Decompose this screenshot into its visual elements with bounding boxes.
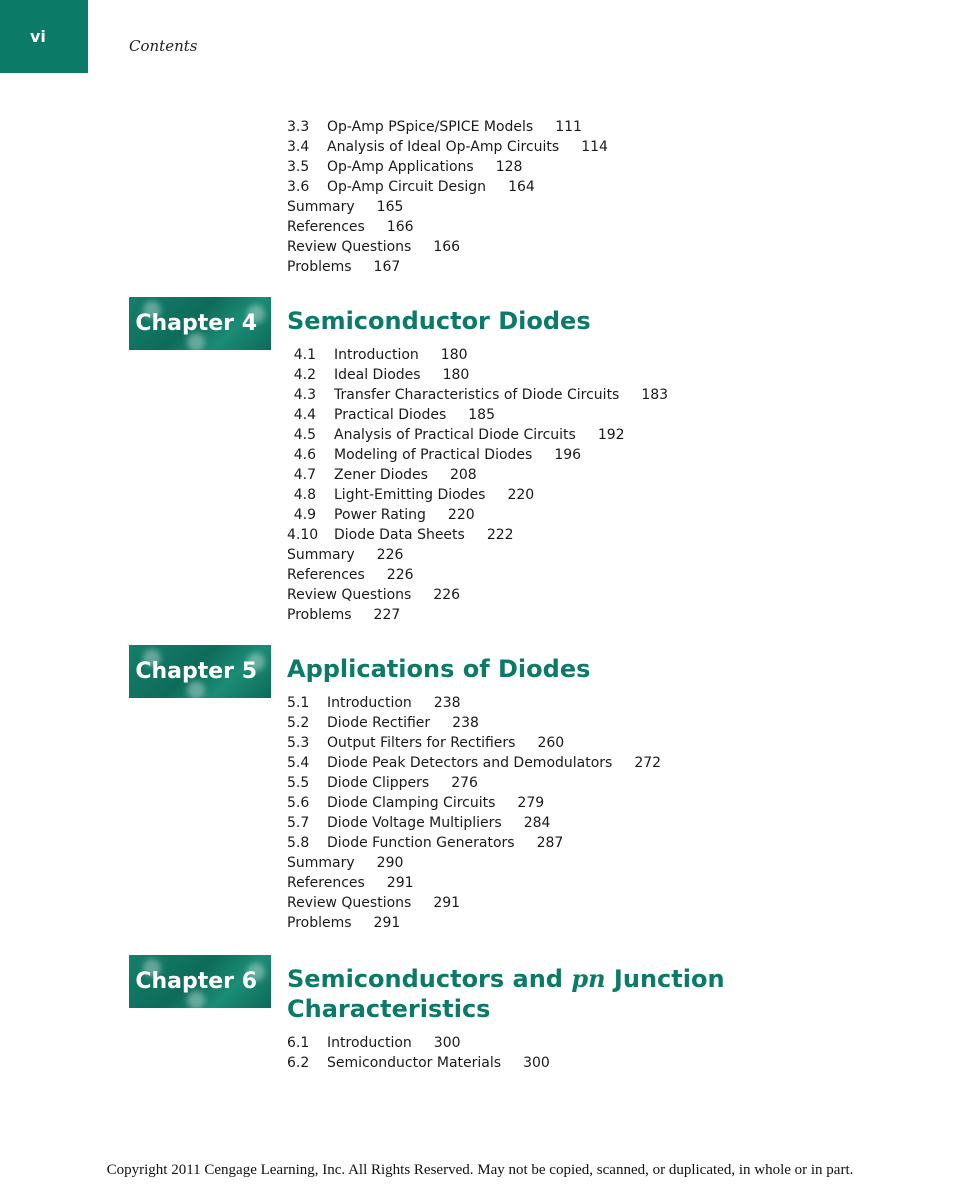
toc-entry[interactable] — [287, 814, 550, 832]
page-number-tab — [0, 0, 88, 73]
section-title: References — [287, 219, 365, 235]
toc-entry[interactable] — [287, 506, 475, 524]
chapter-5-title[interactable]: Applications of Diodes — [287, 655, 591, 683]
toc-entry[interactable] — [287, 218, 414, 236]
section-title: Zener Diodes — [334, 467, 428, 483]
section-title: Diode Rectifier — [327, 715, 431, 731]
section-number: 4.8 — [293, 487, 316, 503]
section-title: Analysis of Practical Diode Circuits — [334, 427, 576, 443]
section-title: Introduction — [327, 695, 412, 711]
section-title: Light-Emitting Diodes — [334, 487, 486, 503]
section-title: Diode Voltage Multipliers — [327, 815, 502, 831]
section-number: 5.1 — [287, 695, 310, 711]
section-title: Modeling of Practical Diodes — [334, 447, 533, 463]
toc-entry[interactable] — [287, 754, 661, 772]
section-number: 6.2 — [287, 1055, 310, 1071]
page-ref: 226 — [433, 587, 461, 603]
section-title: Summary — [287, 855, 355, 871]
toc-entry[interactable] — [287, 526, 514, 544]
toc-entry[interactable] — [287, 606, 400, 624]
section-title: Ideal Diodes — [334, 367, 421, 383]
page-ref: 238 — [452, 715, 479, 731]
toc-entry[interactable] — [287, 794, 544, 812]
toc-entry[interactable] — [287, 138, 608, 156]
page-ref: 166 — [386, 219, 414, 235]
toc-entry[interactable] — [287, 714, 479, 732]
copyright-footer: Copyright 2011 Cengage Learning, Inc. All Rights Reserved. May not be copied, scanned, or duplicated, in whole or in part. — [106, 1162, 854, 1178]
chapter-6-label: Chapter 6 — [135, 969, 257, 994]
section-title: Op-Amp Applications — [327, 159, 474, 175]
page-ref: 227 — [373, 607, 401, 623]
section-title: Transfer Characteristics of Diode Circuits — [334, 387, 620, 403]
page-ref: 287 — [536, 835, 564, 851]
toc-entry[interactable] — [287, 258, 400, 276]
toc-entry[interactable] — [287, 894, 460, 912]
toc-entry[interactable] — [287, 426, 625, 444]
page-ref: 128 — [495, 159, 523, 175]
toc-entry[interactable] — [287, 1054, 550, 1072]
section-title: References — [287, 875, 365, 891]
toc-entry[interactable] — [287, 446, 581, 464]
section-number: 4.7 — [293, 467, 316, 483]
chapter-6-title-part2: Junction — [605, 965, 725, 993]
section-number: 5.3 — [287, 735, 310, 751]
section-number: 4.6 — [293, 447, 316, 463]
page-number: vi — [30, 27, 46, 46]
page-ref: 180 — [440, 347, 468, 363]
toc-entry[interactable] — [287, 586, 460, 604]
section-title: Diode Clippers — [327, 775, 430, 791]
section-number: 4.4 — [293, 407, 316, 423]
page-ref: 208 — [449, 467, 477, 483]
page-ref: 300 — [523, 1055, 550, 1071]
section-number: 3.4 — [287, 139, 310, 155]
page-ref: 111 — [555, 119, 582, 135]
page-ref: 164 — [508, 179, 535, 195]
page-ref: 196 — [554, 447, 582, 463]
page-ref: 226 — [376, 547, 404, 563]
section-title: References — [287, 567, 365, 583]
section-number: 4.3 — [293, 387, 316, 403]
section-number: 5.5 — [287, 775, 310, 791]
section-title: Summary — [287, 547, 355, 563]
page-ref: 220 — [507, 487, 535, 503]
page-ref: 220 — [447, 507, 475, 523]
page-ref: 183 — [641, 387, 669, 403]
chapter-6-title-line2: Characteristics — [287, 995, 491, 1023]
toc-entry[interactable] — [287, 834, 563, 852]
section-number: 4.2 — [293, 367, 316, 383]
page-ref: 185 — [468, 407, 495, 423]
toc-entry[interactable] — [287, 178, 535, 196]
section-number: 3.3 — [287, 119, 310, 135]
section-number: 5.2 — [287, 715, 310, 731]
section-title: Diode Function Generators — [327, 835, 515, 851]
page-ref: 272 — [634, 755, 662, 771]
chapter-6-title-part1: Semiconductors and — [287, 965, 572, 993]
section-title: Problems — [287, 259, 352, 275]
section-number: 5.6 — [287, 795, 310, 811]
toc-entry[interactable] — [287, 1034, 461, 1052]
section-title: Problems — [287, 915, 352, 931]
section-number: 4.10 — [287, 527, 319, 543]
page-ref: 238 — [433, 695, 461, 711]
toc-entry[interactable] — [287, 118, 582, 136]
section-number: 5.7 — [287, 815, 310, 831]
section-number: 5.4 — [287, 755, 310, 771]
page-ref: 284 — [523, 815, 551, 831]
toc-entry[interactable] — [287, 158, 522, 176]
section-number: 6.1 — [287, 1035, 310, 1051]
section-number: 4.9 — [293, 507, 316, 523]
page-ref: 291 — [373, 915, 401, 931]
section-title: Output Filters for Rectifiers — [327, 735, 516, 751]
page-ref: 291 — [433, 895, 461, 911]
section-number: 4.1 — [293, 347, 316, 363]
section-number: 3.6 — [287, 179, 310, 195]
section-title: Problems — [287, 607, 352, 623]
toc-entry[interactable] — [287, 486, 534, 504]
chapter-5-tab[interactable] — [129, 645, 271, 698]
section-title: Review Questions — [287, 587, 412, 603]
page-ref: 276 — [451, 775, 478, 791]
section-number: 5.8 — [287, 835, 310, 851]
section-title: Practical Diodes — [334, 407, 447, 423]
toc-entry[interactable] — [287, 854, 403, 872]
toc-entry[interactable] — [287, 366, 469, 384]
page-ref: 166 — [433, 239, 461, 255]
section-title: Diode Clamping Circuits — [327, 795, 496, 811]
running-head: Contents — [129, 37, 198, 55]
section-title: Op-Amp Circuit Design — [327, 179, 487, 195]
toc-entry[interactable] — [287, 874, 414, 892]
toc-entry[interactable] — [287, 694, 461, 712]
chapter-4-title[interactable]: Semiconductor Diodes — [287, 307, 591, 335]
page-ref: 290 — [376, 855, 404, 871]
page-ref: 222 — [486, 527, 514, 543]
section-title: Diode Peak Detectors and Demodulators — [327, 755, 613, 771]
section-title: Introduction — [327, 1035, 412, 1051]
section-number: 4.5 — [293, 427, 316, 443]
toc-entry[interactable] — [287, 546, 403, 564]
page-ref: 291 — [386, 875, 414, 891]
toc-entry[interactable] — [287, 198, 403, 216]
page-ref: 180 — [442, 367, 470, 383]
section-title: Introduction — [334, 347, 419, 363]
page-ref: 114 — [581, 139, 608, 155]
page-ref: 226 — [386, 567, 414, 583]
section-title: Analysis of Ideal Op-Amp Circuits — [327, 139, 560, 155]
toc-entry[interactable] — [287, 566, 414, 584]
section-number: 3.5 — [287, 159, 310, 175]
page-ref: 165 — [376, 199, 404, 215]
toc-entry[interactable] — [287, 238, 460, 256]
chapter-4-label: Chapter 4 — [135, 311, 257, 336]
chapter-6-title[interactable] — [287, 964, 725, 1024]
toc-entry[interactable] — [287, 406, 495, 424]
section-title: Power Rating — [334, 507, 426, 523]
section-title: Op-Amp PSpice/SPICE Models — [327, 119, 534, 135]
toc-entry[interactable] — [287, 914, 400, 932]
toc-entry[interactable] — [287, 774, 478, 792]
section-title: Diode Data Sheets — [334, 527, 465, 543]
chapter-6-tab[interactable] — [129, 955, 271, 1008]
toc-entry[interactable] — [287, 466, 477, 484]
toc-entry[interactable] — [287, 734, 564, 752]
section-title: Semiconductor Materials — [327, 1055, 502, 1071]
toc-entry[interactable] — [287, 386, 668, 404]
section-title: Review Questions — [287, 239, 412, 255]
page-ref: 300 — [433, 1035, 461, 1051]
chapter-5-label: Chapter 5 — [135, 659, 257, 684]
toc-entry[interactable] — [287, 346, 468, 364]
section-title: Summary — [287, 199, 355, 215]
page-ref: 167 — [373, 259, 401, 275]
chapter-6-title-italic: pn — [571, 964, 606, 993]
section-title: Review Questions — [287, 895, 412, 911]
chapter-4-tab[interactable] — [129, 297, 271, 350]
page-ref: 260 — [537, 735, 565, 751]
page-ref: 192 — [597, 427, 625, 443]
page-ref: 279 — [517, 795, 545, 811]
